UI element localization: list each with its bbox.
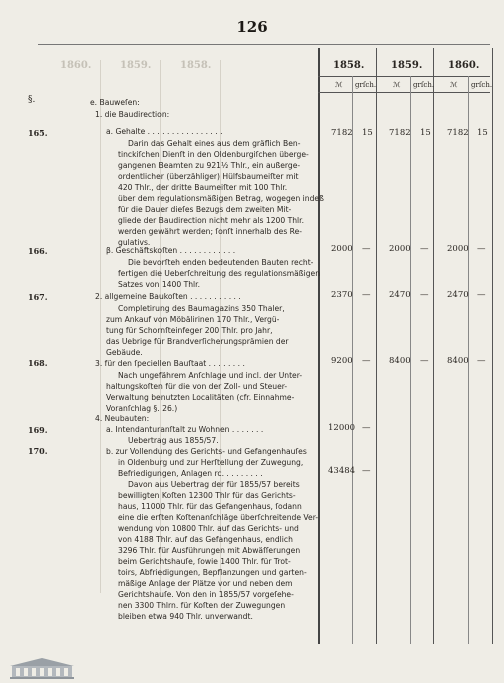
body-text-line: fertigen die Ueberſchreitung des regulationsmäßigen xyxy=(118,269,321,278)
subitem-heading: b. zur Vollendung des Gerichts- und Gefangenhauſes xyxy=(106,447,307,456)
groschen-1858: — xyxy=(362,423,371,433)
groschen-1859: — xyxy=(420,244,429,254)
row-number: 166. xyxy=(28,246,48,256)
body-text-line: Gerichtshauſe. Von den in 1855/57 vorgeſehe- xyxy=(118,590,294,599)
year-divider xyxy=(376,48,377,644)
ghost-header-1858: 1858. xyxy=(180,60,212,71)
body-text-line: Voranſchlag §. 26.) xyxy=(106,404,178,413)
item-heading: 4. Neubauten: xyxy=(95,414,150,423)
body-text-line: gulativs. xyxy=(118,238,151,247)
body-text-line: gangenen Beamten zu 921½ Thlr., ein außerge- xyxy=(118,161,301,170)
body-text-line: Satzes von 1400 Thlr. xyxy=(118,280,200,289)
body-text-line: 420 Thlr., der dritte Baumeiſter mit 100 Thlr. xyxy=(118,183,288,192)
body-text-line: eine die erſten Koſtenanſchläge überſchreitende Ver- xyxy=(118,513,319,522)
item-heading: 2. allgemeine Baukoſten . . . . . . . . . . . xyxy=(95,292,241,301)
amount-1858: 2000 xyxy=(331,244,353,254)
body-text-line: bewilligten Koſten 12300 Thlr für das Gerichts- xyxy=(118,491,296,500)
body-text-line: von 4188 Thlr. auf das Gefangenhaus, endlich xyxy=(118,535,293,544)
ghost-header-1859: 1859. xyxy=(120,60,152,71)
groschen-1860: — xyxy=(477,356,486,366)
body-text-line: zum Ankauf von Möbälirinen 170 Thlr., Vergü- xyxy=(106,315,280,324)
body-text-line: Davon aus Uebertrag der für 1855/57 bereits xyxy=(128,480,300,489)
body-text-line: gliede der Baudirection nicht mehr als 1200 Thlr. xyxy=(118,216,305,225)
body-text-line: Gebäude. xyxy=(106,348,143,357)
body-text-line: Completirung des Baumagazins 350 Thaler, xyxy=(118,304,285,313)
paragraph-sign: §. xyxy=(28,95,36,105)
groschen-1858: — xyxy=(362,244,371,254)
table-subheader-rule xyxy=(318,92,490,93)
amount-1859: 8400 xyxy=(389,356,411,366)
body-text-line: tinckiſchen Dienſt in den Oldenburgiſchen überge- xyxy=(118,150,309,159)
amount-1860: 7182 xyxy=(447,128,469,138)
item-heading: 3. für den ſpeciellen Bauſtaat . . . . . . . . xyxy=(95,359,245,368)
body-text-line: haus, 11000 Thlr. für das Gefangenhaus, ſodann xyxy=(118,502,302,511)
unit-thaler: ℳ xyxy=(335,81,343,89)
subitem-heading: a. Gehalte . . . . . . . . . . . . . . . . xyxy=(106,127,223,136)
body-text-line: das Uebrige für Brandverſicherungsprämien der xyxy=(106,337,289,346)
body-text-line: für die Dauer dieſes Bezugs dem zweiten Mit- xyxy=(118,205,292,214)
body-text-line: Darin das Gehalt eines aus dem gräflich Ben- xyxy=(128,139,301,148)
section-heading: e. Bauweſen: xyxy=(90,98,140,107)
amount-1858: 9200 xyxy=(331,356,353,366)
groschen-1859: — xyxy=(420,290,429,300)
year-divider xyxy=(433,48,434,644)
page-number: 126 xyxy=(236,18,268,36)
row-number: 167. xyxy=(28,292,48,302)
body-text-line: ordentlicher (überzähliger) Hülfsbaumeiſter mit xyxy=(118,172,299,181)
body-text-line: toirs, Abfriedigungen, Bepflanzungen und garten- xyxy=(118,568,307,577)
body-text-line: bleiben etwa 940 Thlr. unverwandt. xyxy=(118,612,253,621)
subitem-heading: a. Intendanturanſtalt zu Wohnen . . . . . . . xyxy=(106,425,264,434)
groschen-1860: — xyxy=(477,290,486,300)
body-text-line: Verwaltung benutzten Localitäten (cfr. Einnahme- xyxy=(106,393,295,402)
row-number: 168. xyxy=(28,358,48,368)
ghost-header-1860: 1860. xyxy=(60,60,92,71)
row-number: 170. xyxy=(28,446,48,456)
amount-1860: 2470 xyxy=(447,290,469,300)
amount-1860: 8400 xyxy=(447,356,469,366)
item-heading: 1. die Baudirection: xyxy=(95,110,170,119)
row-number: 169. xyxy=(28,425,48,435)
body-text-line: beim Gerichtshauſe, ſowie 1400 Thlr. für Trot- xyxy=(118,557,291,566)
header-rule xyxy=(38,44,490,45)
year-1860: 1860. xyxy=(448,60,480,71)
amount-1860: 2000 xyxy=(447,244,469,254)
body-text-line: Uebertrag aus 1855/57. xyxy=(128,436,219,445)
amount-1858: 43484 xyxy=(328,466,356,476)
year-1859: 1859. xyxy=(391,60,423,71)
groschen-1858: 15 xyxy=(362,128,373,138)
groschen-1858: — xyxy=(362,466,371,476)
ghost-column-rule xyxy=(100,60,101,593)
body-text-line: über dem regulationsmäßigen Betrag, wogegen indeß xyxy=(118,194,324,203)
groschen-1859: — xyxy=(420,356,429,366)
body-text-line: in Oldenburg und zur Herſtellung der Zuwegung, xyxy=(118,458,304,467)
groschen-1858: — xyxy=(362,290,371,300)
subitem-heading: β. Geschäftskoſten . . . . . . . . . . . . xyxy=(106,246,236,255)
row-number: 165. xyxy=(28,128,48,138)
unit-groschen: grſch. xyxy=(355,81,377,89)
body-text-line: tung für Schornſteinfeger 200 Thlr. pro Jahr, xyxy=(106,326,273,335)
groschen-1860: — xyxy=(477,244,486,254)
unit-groschen: grſch. xyxy=(413,81,435,89)
year-1858: 1858. xyxy=(333,60,365,71)
groschen-1858: — xyxy=(362,356,371,366)
amount-1859: 2000 xyxy=(389,244,411,254)
body-text-line: mäßige Anlage der Plätze vor und neben dem xyxy=(118,579,293,588)
library-building-logo xyxy=(6,654,78,680)
body-text-line: Nach ungefährem Anſchlage und incl. der Unter- xyxy=(118,371,303,380)
amount-1859: 7182 xyxy=(389,128,411,138)
groschen-1859: 15 xyxy=(420,128,431,138)
body-text-line: nen 3300 Thlrn. für Koſten der Zuwegungen xyxy=(118,601,286,610)
amount-1858: 12000 xyxy=(328,423,356,433)
body-text-line: haltungskoſten für die von der Zoll- und Steuer- xyxy=(106,382,288,391)
table-header-rule xyxy=(318,76,490,77)
unit-groschen: grſch. xyxy=(471,81,493,89)
amount-1858: 7182 xyxy=(331,128,353,138)
unit-thaler: ℳ xyxy=(393,81,401,89)
body-text-line: 3296 Thlr. für Ausführungen mit Abwäſſerungen xyxy=(118,546,301,555)
body-text-line: wendung von 10800 Thlr. auf das Gerichts- und xyxy=(118,524,299,533)
unit-thaler: ℳ xyxy=(450,81,458,89)
groschen-1860: 15 xyxy=(477,128,488,138)
body-text-line: werden gewährt werden; ſonſt innerhalb des Re- xyxy=(118,227,303,236)
body-text-line: Befriedigungen, Anlagen rc. . . . . . . . . xyxy=(118,469,263,478)
body-text-line: Die bevorſteh enden bedeutenden Bauten recht- xyxy=(128,258,314,267)
amount-1858: 2370 xyxy=(331,290,353,300)
amount-1859: 2470 xyxy=(389,290,411,300)
